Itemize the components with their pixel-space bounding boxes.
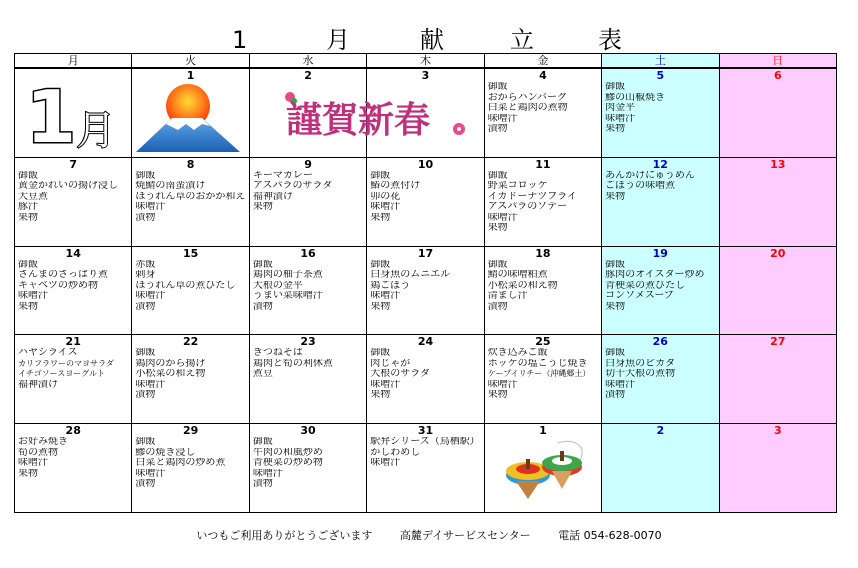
menu-item: 豚汁 — [18, 202, 38, 213]
menu-item: かしわめし — [370, 447, 421, 458]
calendar-week-row — [15, 246, 837, 335]
menu-item: さんまのさっぱり煮 — [18, 270, 108, 281]
menu-list — [485, 170, 601, 234]
day-number: 31 — [417, 424, 434, 438]
calendar-day-cell-fri — [484, 68, 601, 157]
menu-item: 味噌汁 — [135, 379, 166, 390]
menu-item: 赤飯 — [135, 259, 156, 270]
day-number: 1 — [539, 424, 547, 438]
menu-item: 果物 — [18, 301, 38, 312]
menu-item: 鰺の山椒焼き — [605, 92, 666, 103]
menu-list — [250, 170, 366, 213]
calendar-day-cell-fri — [484, 246, 601, 335]
day-number: 9 — [304, 157, 312, 171]
calendar-day-cell-fri — [484, 335, 601, 424]
calendar-day-cell-thu — [367, 335, 484, 424]
menu-item: アスパラのサラダ — [252, 181, 333, 192]
menu-item: 焼鯖の南蛮漬け — [135, 181, 206, 192]
menu-item: アスパラのソテー — [487, 202, 568, 213]
menu-item: 果物 — [605, 191, 626, 202]
menu-item: 駅弁シリーズ（鳥栖駅） — [370, 437, 480, 448]
menu-list — [15, 347, 131, 390]
calendar-day-cell-mon — [15, 335, 132, 424]
weekday-wed: 水 — [249, 54, 366, 69]
menu-item: 御飯 — [605, 259, 626, 270]
calendar-day-cell-mon — [15, 246, 132, 335]
menu-item: 青梗菜の煮びたし — [605, 280, 686, 291]
calendar-day-cell-thu — [367, 246, 484, 335]
day-number: 26 — [652, 335, 668, 349]
menu-item: 卯の花 — [370, 191, 401, 202]
menu-item: 炊き込みご飯 — [487, 348, 548, 359]
menu-item: 味噌汁 — [487, 379, 518, 390]
menu-item: 御飯 — [135, 348, 156, 359]
menu-item: 白菜と鶏肉の炒め煮 — [135, 458, 226, 469]
menu-item: 牛肉の和風炒め — [252, 447, 323, 458]
calendar-day-cell-sun — [719, 424, 836, 513]
menu-item: 刺身 — [135, 270, 156, 281]
title-char: 1 — [232, 26, 248, 54]
calendar-day-cell-wed — [249, 335, 366, 424]
menu-item: キャベツの炒め物 — [18, 280, 98, 291]
day-number: 15 — [182, 246, 199, 260]
menu-item: 果物 — [252, 202, 273, 213]
weekday-thu: 木 — [367, 54, 484, 69]
menu-list — [602, 81, 718, 135]
svg-text:1: 1 — [26, 75, 77, 154]
menu-item: 果物 — [18, 468, 38, 479]
menu-item: 漬物 — [487, 124, 508, 134]
menu-item: 味噌汁 — [135, 291, 166, 302]
menu-item: 御飯 — [135, 170, 156, 181]
weekday-mon: 月 — [15, 54, 132, 69]
menu-item: 青梗菜の炒め物 — [252, 458, 323, 469]
menu-list — [250, 347, 366, 380]
footer-phone: 電話 054-628-0070 — [558, 529, 662, 542]
menu-list — [250, 436, 366, 490]
calendar-day-cell-sat — [602, 157, 719, 246]
menu-item: ごぼうの味噌煮 — [605, 181, 676, 192]
menu-item: 味噌汁 — [18, 458, 48, 469]
menu-item: 福神漬け — [252, 191, 293, 202]
menu-item: 漬物 — [605, 390, 626, 401]
menu-list — [132, 170, 248, 224]
day-number: 7 — [69, 157, 78, 171]
menu-item: 鰺の焼き浸し — [135, 447, 196, 458]
menu-item: 白身魚のピカタ — [605, 358, 676, 369]
menu-item: キーマカレー — [252, 170, 313, 181]
menu-item: 筍の煮物 — [18, 447, 58, 458]
menu-item: 漬物 — [487, 301, 508, 312]
month-badge-image — [20, 70, 128, 154]
calendar-week-row — [15, 157, 837, 246]
menu-item: 味噌汁 — [370, 379, 401, 390]
menu-item: 果物 — [370, 212, 391, 223]
day-number: 16 — [300, 246, 316, 260]
menu-item: 鶏肉のから揚げ — [135, 358, 206, 369]
calendar-day-cell-sun — [719, 246, 836, 335]
menu-item: あんかけにゅうめん — [605, 170, 695, 181]
menu-list — [367, 259, 483, 313]
calendar-week-row — [15, 335, 837, 424]
title-char: 表 — [598, 26, 622, 54]
menu-item: 漬物 — [252, 301, 273, 312]
day-number: 25 — [535, 335, 551, 349]
menu-item: イチゴソースヨーグルト — [18, 369, 106, 379]
menu-item: 大根の金平 — [252, 280, 303, 291]
day-number: 11 — [535, 157, 551, 171]
menu-list — [132, 436, 248, 490]
menu-item: 御飯 — [370, 259, 391, 270]
calendar-day-cell-sun — [719, 157, 836, 246]
menu-list — [132, 347, 248, 401]
day-number: 14 — [65, 246, 81, 260]
svg-text:月: 月 — [76, 108, 116, 154]
day-number: 29 — [182, 424, 199, 438]
menu-item: 味噌汁 — [487, 113, 518, 124]
day-number: 30 — [300, 424, 316, 438]
menu-item: 福神漬け — [18, 379, 58, 390]
menu-item: 漬物 — [252, 479, 273, 490]
menu-item: 御飯 — [487, 170, 508, 181]
menu-list — [602, 347, 718, 401]
day-number: 17 — [417, 246, 434, 260]
menu-item: 味噌汁 — [605, 113, 636, 124]
menu-item: 鶏肉の柚子茶煮 — [252, 270, 323, 281]
day-number: 22 — [182, 335, 199, 349]
menu-item: 果物 — [18, 212, 38, 223]
menu-item: 果物 — [487, 390, 508, 401]
calendar-day-cell-tue — [132, 157, 249, 246]
menu-list — [485, 347, 601, 401]
menu-item: 味噌汁 — [135, 202, 166, 213]
calendar-day-cell-sun — [719, 335, 836, 424]
calendar-day-cell-fri — [484, 157, 601, 246]
menu-item: 御飯 — [135, 437, 156, 448]
menu-item: 味噌汁 — [370, 202, 401, 213]
menu-item: 味噌汁 — [135, 468, 166, 479]
menu-item: 漬物 — [135, 212, 156, 223]
menu-item: 味噌汁 — [18, 291, 48, 302]
calendar-day-cell-tue — [132, 424, 249, 513]
menu-item: 大豆煮 — [18, 191, 48, 202]
calendar-day-cell-tue — [132, 246, 249, 335]
menu-item: 漬物 — [135, 479, 156, 490]
calendar-day-cell-mon — [15, 424, 132, 513]
calendar-day-cell-sat — [602, 246, 719, 335]
day-number: 23 — [300, 335, 316, 349]
menu-item: ほうれん草の煮びたし — [135, 280, 236, 291]
menu-item: 御飯 — [370, 170, 391, 181]
menu-list — [15, 259, 131, 313]
title-char: 献 — [420, 26, 444, 54]
menu-item: 小松菜の和え物 — [487, 280, 558, 291]
weekday-tue: 火 — [132, 54, 249, 69]
title-char: 月 — [326, 26, 350, 54]
mount-fuji-sunrise-image — [136, 80, 244, 154]
weekday-sun: 日 — [719, 54, 836, 69]
menu-item: お好み焼き — [18, 437, 68, 448]
menu-item: おからハンバーグ — [487, 92, 567, 103]
menu-item: 味噌汁 — [605, 379, 636, 390]
menu-list — [250, 259, 366, 313]
menu-item: 小松菜の和え物 — [135, 369, 206, 380]
menu-item: 御飯 — [18, 259, 38, 270]
menu-item: 漬物 — [135, 301, 156, 312]
day-number: 27 — [770, 335, 786, 349]
menu-list — [15, 436, 131, 479]
day-number: 2 — [304, 69, 312, 82]
day-number: 6 — [773, 69, 782, 82]
menu-list — [602, 259, 718, 313]
menu-item: ハヤシライス — [18, 348, 78, 359]
menu-list — [132, 259, 248, 313]
day-number: 13 — [770, 157, 786, 171]
menu-item: 味噌汁 — [487, 212, 518, 223]
menu-item: 鶏ごぼう — [370, 280, 411, 291]
menu-list — [485, 259, 601, 313]
menu-item: 鶏肉と筍の利休煮 — [252, 358, 333, 369]
greeting-text: 謹賀新春 — [286, 100, 431, 141]
calendar-day-cell-thu — [367, 424, 484, 513]
day-number: 2 — [656, 424, 665, 438]
menu-item: 御飯 — [487, 82, 508, 92]
menu-item: きつねそば — [252, 348, 303, 359]
calendar-day-cell-wed — [249, 157, 366, 246]
menu-list — [367, 347, 483, 401]
new-year-greeting-image — [254, 84, 466, 144]
calendar-day-cell-sat — [602, 335, 719, 424]
calendar-day-cell-sun — [719, 68, 836, 157]
day-number: 8 — [186, 157, 195, 171]
spinning-tops-image — [494, 433, 598, 509]
day-number: 21 — [65, 335, 81, 349]
menu-item: 鯖の味噌粕煮 — [487, 270, 548, 281]
weekday-fri: 金 — [484, 54, 601, 69]
weekday-header-row — [15, 54, 837, 69]
menu-item: 白身魚のムニエル — [370, 270, 451, 281]
menu-item: 豚肉のオイスター炒め — [605, 270, 705, 281]
menu-list — [367, 170, 483, 224]
menu-item: 煮豆 — [252, 369, 273, 380]
calendar-day-cell-mon — [15, 157, 132, 246]
menu-item: ケープイリチー（沖縄郷土） — [487, 369, 591, 379]
calendar-day-cell-wed — [249, 424, 366, 513]
menu-list — [602, 170, 718, 203]
day-number: 24 — [417, 335, 434, 349]
calendar-week-row — [15, 424, 837, 513]
menu-item: 御飯 — [18, 170, 38, 181]
menu-item: 黄金かれいの揚げ浸し — [18, 181, 118, 192]
day-number: 19 — [652, 246, 668, 260]
day-number: 20 — [770, 246, 786, 260]
day-number: 12 — [652, 157, 668, 171]
menu-item: 御飯 — [252, 437, 273, 448]
calendar-day-cell-wed — [249, 246, 366, 335]
menu-item: 果物 — [370, 390, 391, 401]
menu-item: 白菜と鶏肉の煮物 — [487, 103, 568, 113]
menu-item: 果物 — [605, 301, 626, 312]
menu-item: 肉金平 — [605, 103, 636, 113]
menu-item: 御飯 — [605, 82, 626, 92]
menu-item: 鰆の煮付け — [370, 181, 421, 192]
menu-item: 果物 — [605, 124, 626, 134]
footer — [0, 529, 858, 543]
menu-item: 野菜コロッケ — [487, 181, 548, 192]
day-number: 3 — [421, 69, 430, 82]
calendar-day-cell-sat — [602, 68, 719, 157]
menu-item: 果物 — [370, 301, 391, 312]
menu-item: ほうれん草のおかか和え — [135, 191, 246, 202]
menu-item: 肉じゃが — [370, 358, 411, 369]
calendar-day-cell-tue — [132, 335, 249, 424]
menu-item: 味噌汁 — [370, 458, 401, 469]
menu-item: 御飯 — [487, 259, 508, 270]
menu-item: コンソメスープ — [605, 291, 674, 302]
menu-item: 清まし汁 — [487, 291, 528, 302]
menu-item: 切干大根の煮物 — [605, 369, 676, 380]
day-number: 18 — [535, 246, 551, 260]
calendar-day-cell-sat — [602, 424, 719, 513]
menu-item: カリフラワーのマヨサラダ — [18, 358, 114, 368]
menu-item: 御飯 — [370, 348, 391, 359]
day-number: 28 — [65, 424, 81, 438]
menu-item: 果物 — [487, 223, 508, 234]
menu-item: ホッケの塩こうじ焼き — [487, 358, 588, 369]
page-title — [0, 26, 858, 54]
menu-item: 味噌汁 — [370, 291, 401, 302]
menu-item: 御飯 — [605, 348, 626, 359]
menu-item: うまい菜味噌汁 — [252, 291, 323, 302]
menu-list — [15, 170, 131, 224]
menu-list — [367, 436, 483, 469]
menu-item: 漬物 — [135, 390, 156, 401]
footer-center-name: 高麓デイサービスセンター — [399, 529, 531, 542]
calendar-day-cell-thu — [367, 157, 484, 246]
menu-item: イカドーナツフライ — [487, 191, 577, 202]
title-char: 立 — [510, 26, 534, 54]
day-number: 4 — [539, 69, 547, 82]
day-number: 10 — [417, 157, 434, 171]
day-number: 3 — [773, 424, 782, 438]
footer-message: いつもご利用ありがとうございます — [196, 529, 373, 542]
menu-item: 御飯 — [252, 259, 273, 270]
day-number: 5 — [656, 69, 665, 82]
menu-item: 味噌汁 — [252, 468, 283, 479]
menu-item: 大根のサラダ — [370, 369, 431, 380]
day-number: 1 — [186, 69, 195, 82]
menu-list — [485, 81, 601, 135]
weekday-sat: 土 — [602, 54, 719, 69]
